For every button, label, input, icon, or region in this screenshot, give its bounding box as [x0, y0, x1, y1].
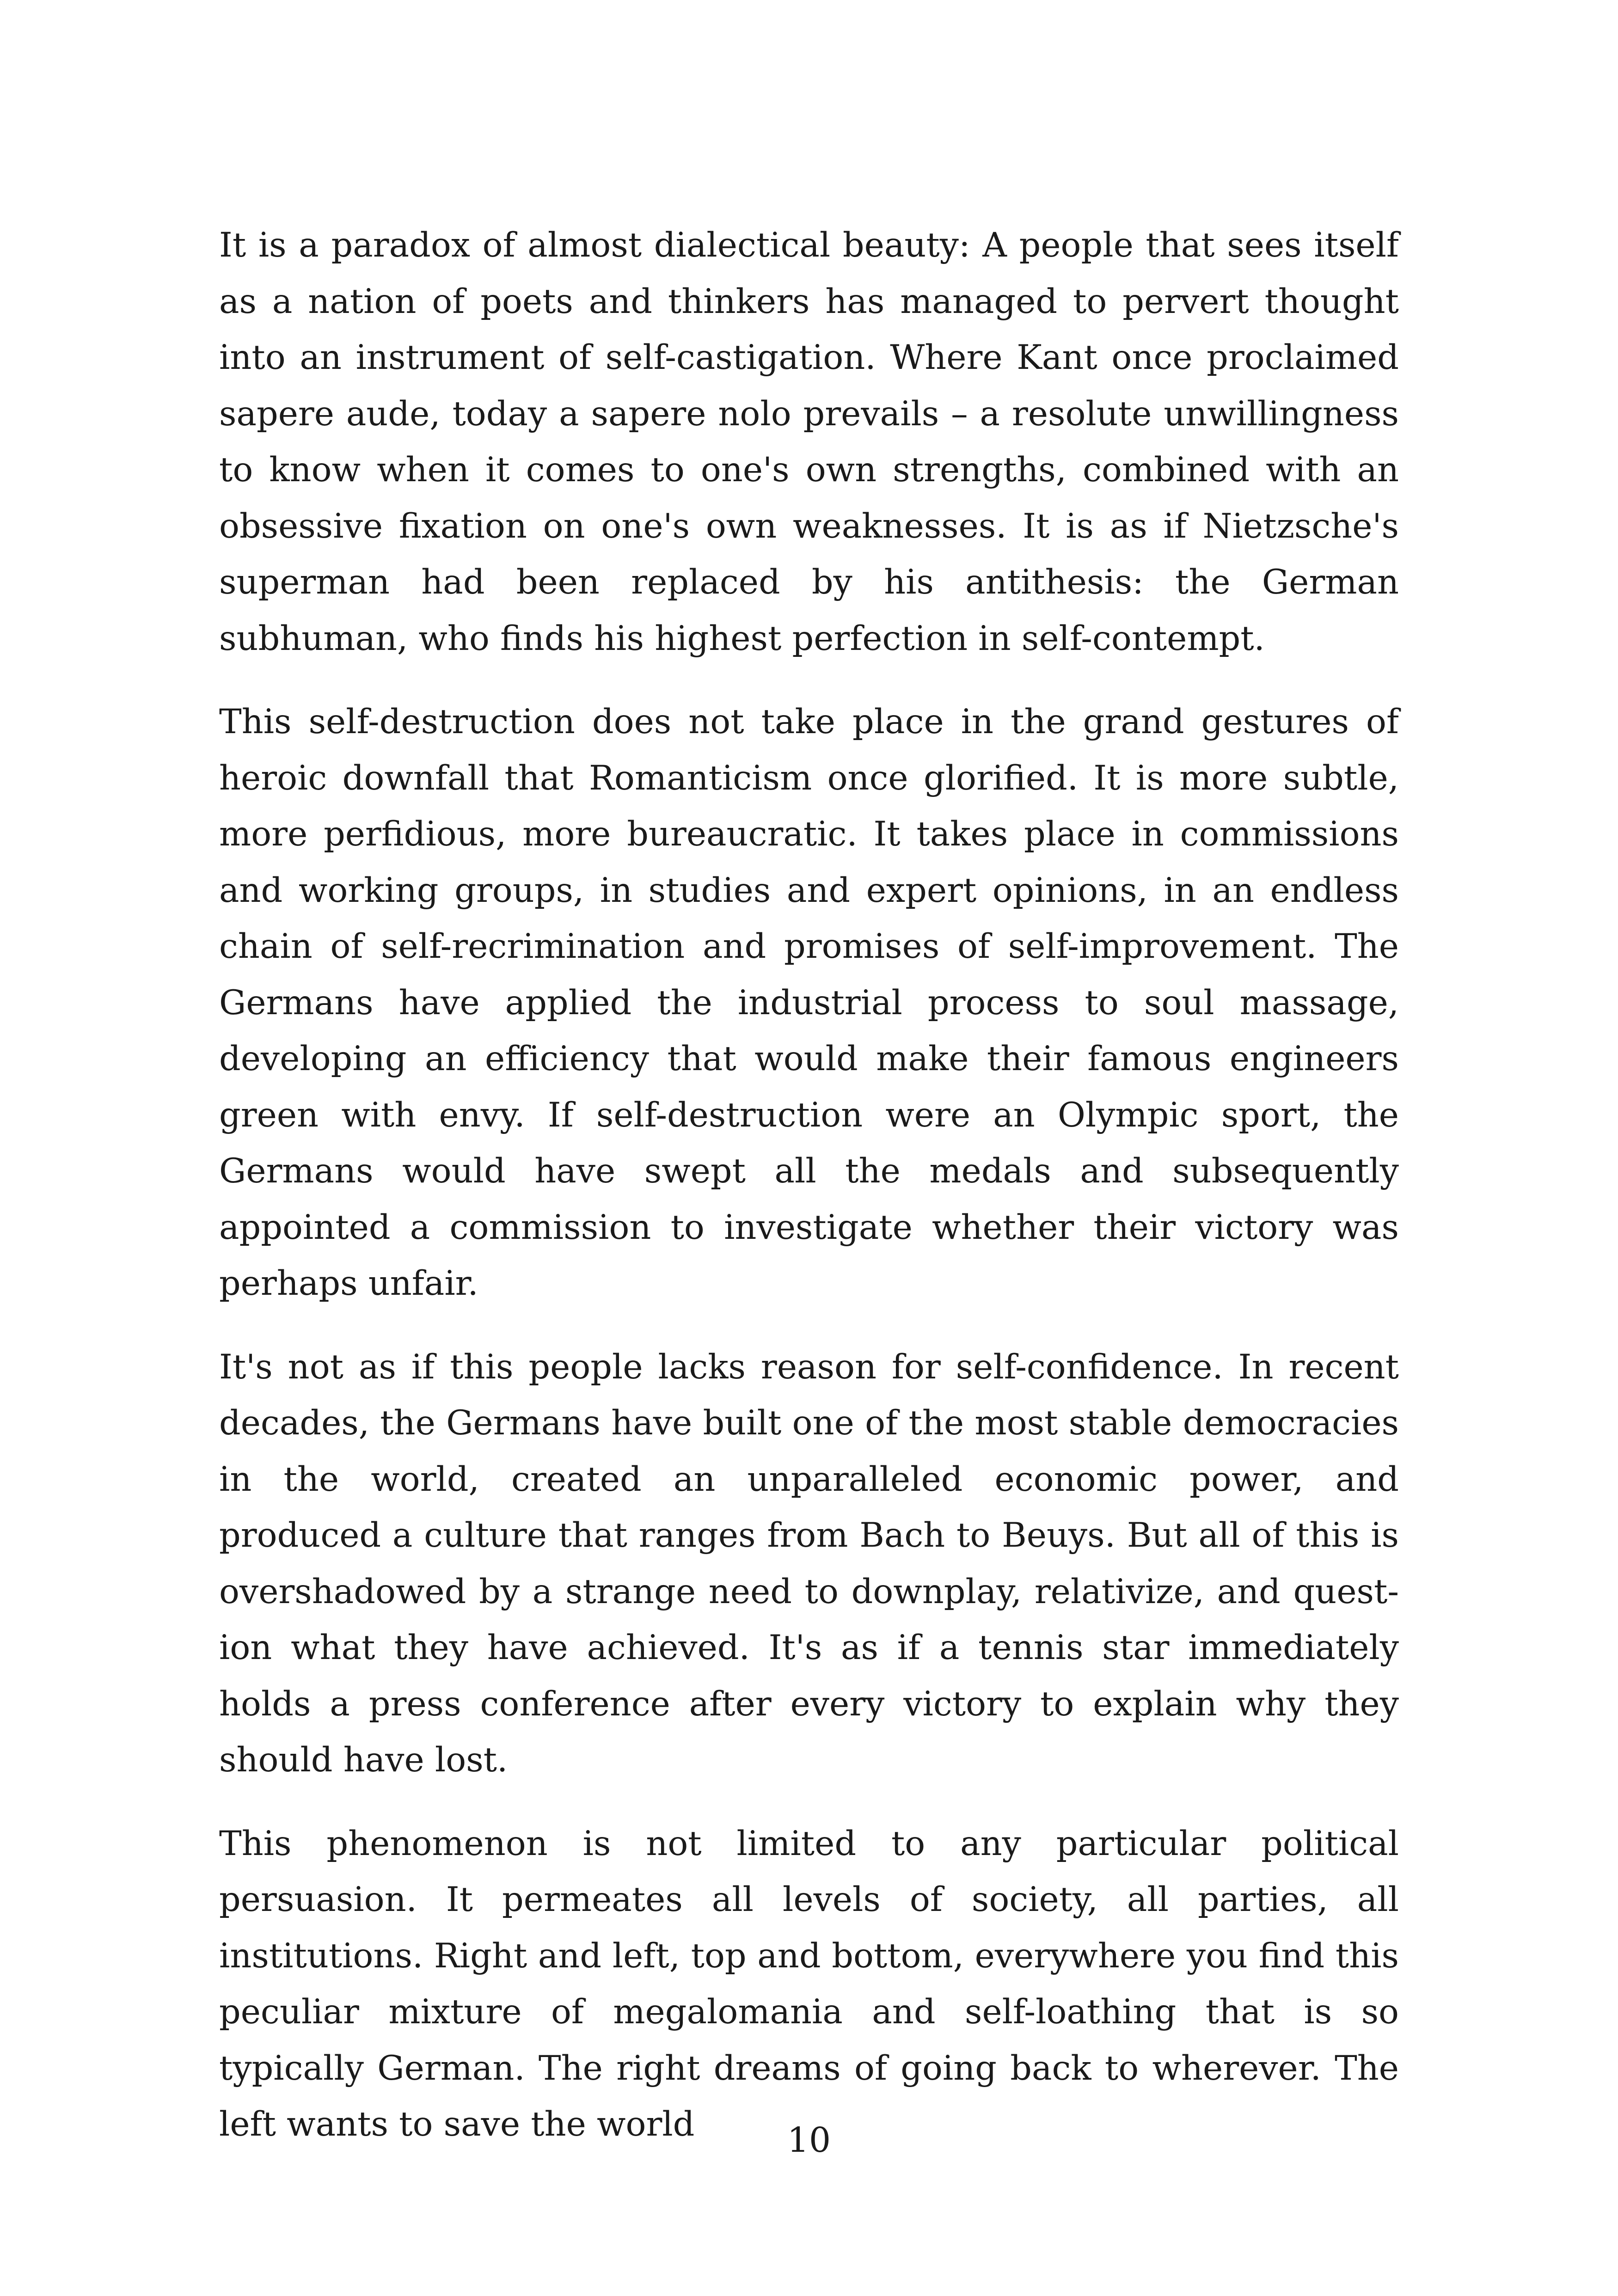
paragraph-4: This phenomenon is not limited to any particular political persuasion. It permeates all levels of society, all parties, all institutions. Right and left, top and bottom, everywhere you find this peculiar mixture of megalomania and self-loathing that is so typically German. The right dreams of going back to wherever. The left wants to save the world [219, 1824, 1399, 2144]
body-text [219, 217, 1399, 2153]
page-number: 10 [787, 2120, 831, 2160]
paragraph-1: It is a paradox of almost dialectical beauty: A people that sees itself as a nation of poets and thinkers has managed to pervert thought into an instrument of self-castigation. Where Kant once proclaimed sapere aude, today a sapere nolo prevails – a resolute unwillingness to know when it comes to one's own strengths, combined with an obsessive fixation on one's own weaknesses. It is as if Nietzsche's superman had been replaced by his antithesis: the German subhuman, who finds his highest perfection in self-contempt. [219, 226, 1399, 658]
paragraph-3: It's not as if this people lacks reason for self-confidence. In recent decades, the Germans have built one of the most stable democracies in the world, created an unparalleled economic power, and produced a culture that ranges from Bach to Beuys. But all of this is overshadowed by a strange need to downplay, relativize, and question what they have achieved. It's as if a tennis star immediately holds a press conference after every victory to explain why they should have lost. [219, 1347, 1399, 1780]
paragraph-2: This self-destruction does not take place in the grand gestures of heroic downfall that Romanticism once glorified. It is more subtle, more perfidious, more bureaucratic. It takes place in commissions and working groups, in studies and expert opinions, in an endless chain of self-recrimination and promises of self-improvement. The Germans have applied the industrial process to soul massage, developing an efficiency that would make their famous engineers green with envy. If self-destruction were an Olympic sport, the Germans would have swept all the medals and subsequently appointed a commission to investigate whether their victory was perhaps unfair. [219, 702, 1399, 1303]
